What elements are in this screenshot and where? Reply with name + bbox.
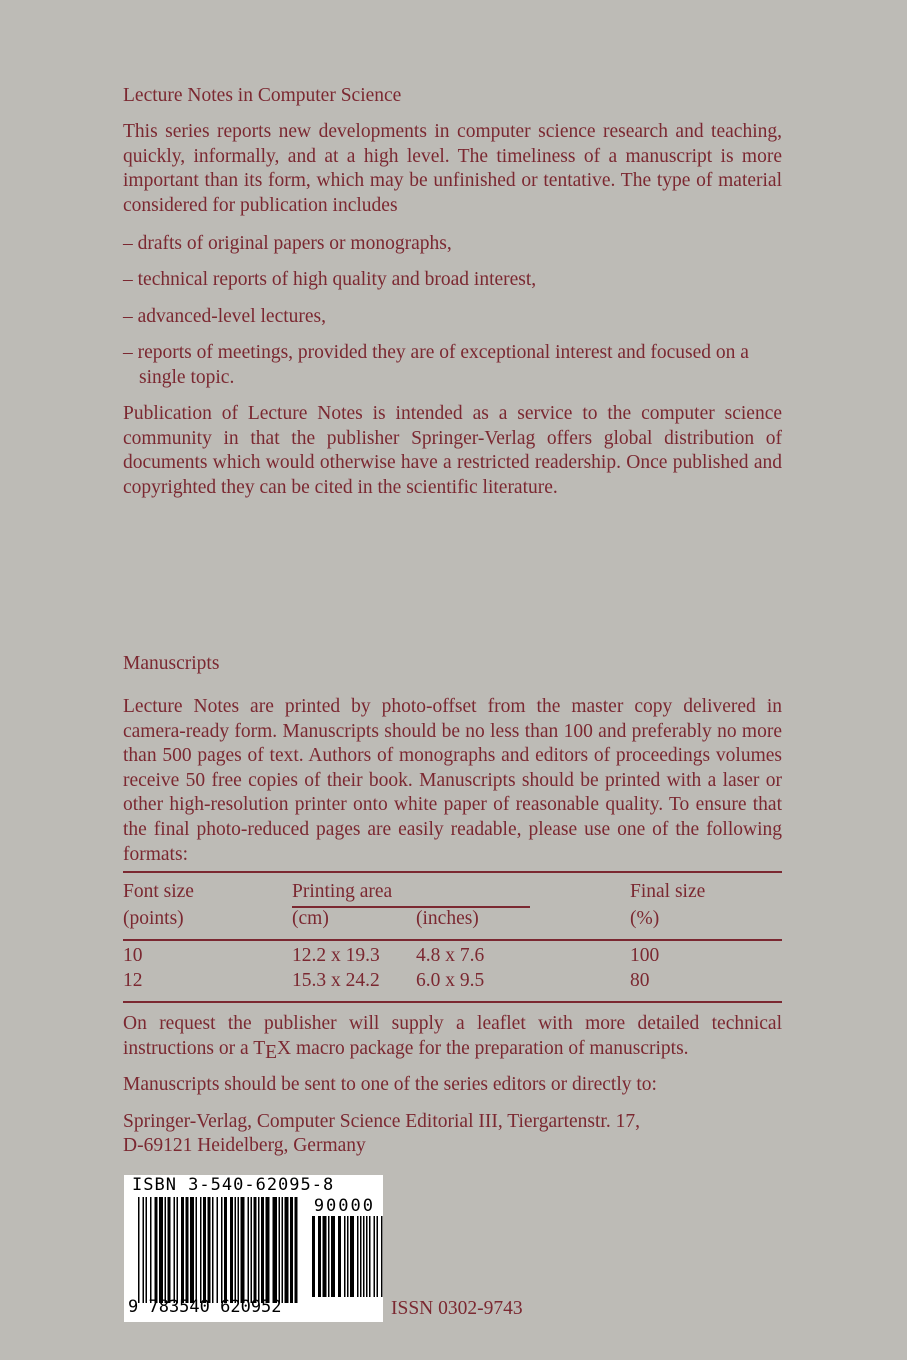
cell-cm: 12.2 x 19.3 <box>292 945 380 966</box>
barcode-bar <box>374 1216 376 1297</box>
address-line: D-69121 Heidelberg, Germany <box>123 1135 366 1156</box>
manuscripts-paragraph: Lecture Notes are printed by photo-offset from the master copy delivered in camera-ready form. Manuscripts should be no less than 100 and preferably no more than 500 pages of text. Authors of monographs and editors of proceedings volumes receive 50 free copies of their book. Manuscripts should be printed with a laser or other high-resolution printer onto white paper of reasonable quality. To ensure that the final photo-reduced pages are easily readable, please use one of the following formats: <box>123 696 782 865</box>
publication-paragraph: Publication of Lecture Notes is intended as a service to the computer science community in that the publisher Springer-Verlag offers global distribution of documents which would otherwise have a restricted readership. Once published and copyrighted they can be cited in the scientific literature. <box>123 403 782 498</box>
tex-logo: $T_EX$ <box>253 1037 292 1063</box>
barcode-bar <box>366 1216 368 1297</box>
cell-font: 12 <box>123 970 143 991</box>
barcode-bar <box>318 1216 321 1297</box>
barcode-bar <box>363 1216 365 1297</box>
barcode-bar <box>331 1216 335 1297</box>
barcode-bar <box>177 1197 179 1303</box>
barcode-bar <box>138 1197 140 1303</box>
barcode-bar <box>238 1197 240 1303</box>
barcode-bar <box>312 1216 315 1297</box>
barcode-bar <box>217 1197 219 1303</box>
send-to: Manuscripts should be sent to one of the series editors or directly to: <box>123 1074 657 1095</box>
series-title: Lecture Notes in Computer Science <box>123 85 402 106</box>
list-item: – drafts of original papers or monographs, <box>123 233 452 254</box>
barcode-bar <box>230 1197 233 1303</box>
cell-font: 10 <box>123 945 143 966</box>
header-font-size: Font size <box>123 881 194 902</box>
barcode-bar <box>254 1197 257 1303</box>
barcode-bar <box>381 1216 383 1297</box>
header-printing-area: Printing area <box>292 881 393 902</box>
barcode-bar <box>248 1197 250 1303</box>
cell-final: 80 <box>630 970 650 991</box>
barcode-bar <box>274 1197 277 1303</box>
barcode-bar <box>282 1197 284 1303</box>
request-paragraph <box>123 1012 782 1065</box>
barcode-bar <box>295 1197 298 1303</box>
barcode-bar <box>196 1197 198 1303</box>
header-inches: (inches) <box>416 908 479 929</box>
barcode-bar <box>181 1197 184 1303</box>
barcode-bar <box>251 1197 253 1303</box>
barcode-bar <box>369 1216 371 1297</box>
barcode-bar <box>261 1197 264 1303</box>
barcode-bar <box>285 1197 289 1303</box>
table-rule <box>123 1001 782 1003</box>
barcode-addon: 90000 <box>313 1196 375 1216</box>
barcode-bar <box>143 1197 145 1303</box>
barcode-bar <box>350 1216 354 1297</box>
barcode-bar <box>190 1197 194 1303</box>
header-percent: (%) <box>630 908 660 929</box>
barcode-bar <box>200 1197 202 1303</box>
barcode-bar <box>377 1216 379 1297</box>
table-rule <box>123 871 782 873</box>
barcode-bar <box>338 1216 341 1297</box>
isbn-barcode <box>124 1175 383 1322</box>
request-text: macro package for the preparation of manuscripts. <box>296 1037 689 1059</box>
barcode-bar <box>344 1216 346 1297</box>
list-item: – reports of meetings, provided they are of exceptional interest and focused on a single topic. <box>123 342 749 388</box>
barcode-bar <box>241 1197 245 1303</box>
intro-paragraph: This series reports new developments in computer science research and teaching, quickly, informally, and at a high level. The timeliness of a manuscript is more important than its form, which may be unfinished or tentative. The type of material considered for publication includes <box>123 121 782 216</box>
barcode-bar <box>203 1197 206 1303</box>
list-item: – advanced-level lectures, <box>123 306 327 327</box>
cell-final: 100 <box>630 945 660 966</box>
barcode-bar <box>258 1197 260 1303</box>
barcode-bar <box>174 1197 176 1303</box>
barcode-bar <box>208 1197 211 1303</box>
isbn-number: ISBN 3-540-62095-8 <box>132 1175 335 1195</box>
barcode-bar <box>347 1216 349 1297</box>
barcode-bar <box>224 1197 227 1303</box>
manuscripts-heading: Manuscripts <box>123 653 220 674</box>
barcode-bar <box>266 1197 270 1303</box>
table-rule <box>123 939 782 941</box>
barcode-bar <box>221 1197 223 1303</box>
barcode-bar <box>155 1197 158 1303</box>
cell-cm: 15.3 x 24.2 <box>292 970 380 991</box>
ean-number: 9 783540 620952 <box>128 1297 282 1318</box>
barcode-bar <box>323 1216 327 1297</box>
barcode-bar <box>168 1197 171 1303</box>
cell-inches: 4.8 x 7.6 <box>416 945 485 966</box>
barcode-bar <box>290 1197 293 1303</box>
barcode-bar <box>146 1197 148 1303</box>
issn: ISSN 0302-9743 <box>391 1298 523 1319</box>
cell-inches: 6.0 x 9.5 <box>416 970 485 991</box>
barcode-bar <box>212 1197 214 1303</box>
request-text: On request the publisher will supply a leaflet with more detailed technical instructions or a <box>123 1013 782 1059</box>
header-final-size: Final size <box>630 881 706 902</box>
barcode-bar <box>150 1197 152 1303</box>
address-line: Springer-Verlag, Computer Science Editorial III, Tiergartenstr. 17, <box>123 1111 640 1132</box>
barcode-bar <box>235 1197 237 1303</box>
barcode-bar <box>360 1216 362 1297</box>
barcode-bar <box>357 1216 359 1297</box>
barcode-bar <box>159 1197 163 1303</box>
header-points: (points) <box>123 908 184 929</box>
barcode-bar <box>279 1197 281 1303</box>
barcode-bar <box>186 1197 189 1303</box>
barcode-bar <box>328 1216 330 1297</box>
barcode-bar <box>165 1197 167 1303</box>
list-item: – technical reports of high quality and broad interest, <box>123 269 537 290</box>
header-cm: (cm) <box>292 908 329 929</box>
